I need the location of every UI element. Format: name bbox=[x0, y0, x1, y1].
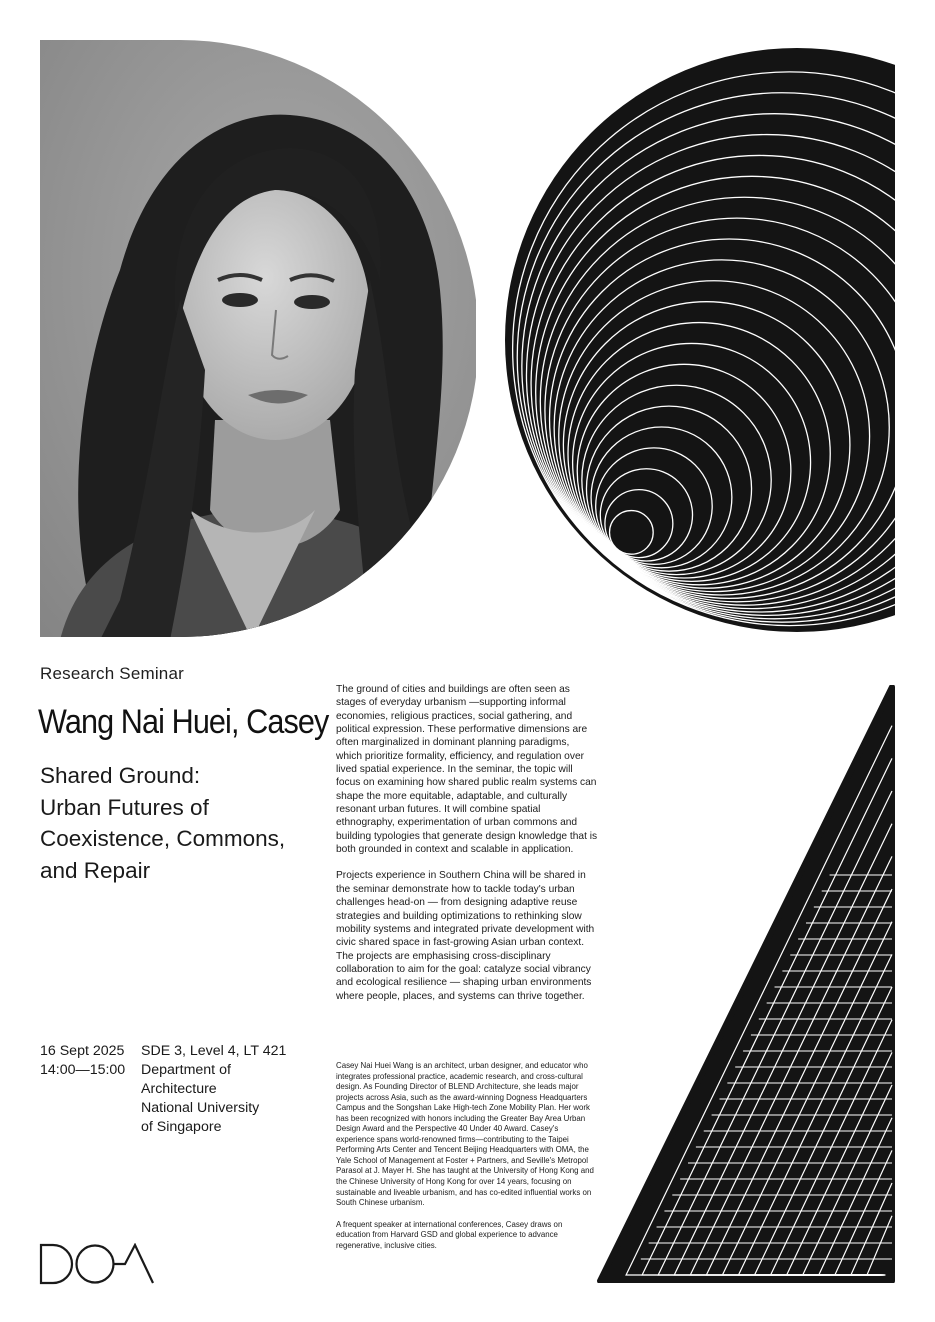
bio-paragraph: Casey Nai Huei Wang is an architect, urban designer, and educator who integrates professional practice, academic research, and cross-cultural design. As Founding Director of BLEND Architecture, she leads major projects across Asia, such as the award-winning Dogness Headquarters Campus and the Songshan Lake High-tech Zone Mobility Plan. Her work has been recognized with honors including the Greater Bay Area Urban Design Award and the Perspective 40 Under 40 Award. Casey's experience spans world-renowned firms—contributing to the Taipei Performing Arts Center and Tencent Beijing Headquarters with OMA, the Yale School of Management at Foster + Partners, and Seville's Metropol Parasol at J. Mayer H. She has taught at the University of Hong Kong and the Chinese University of Hong Kong for over 14 years, focusing on sustainable and liveable urbanism, and has co-edited influential works on South Chinese urbanism. bbox=[336, 1061, 594, 1208]
talk-title bbox=[40, 760, 320, 886]
talk-title-line: Urban Futures of bbox=[40, 794, 209, 820]
venue-line: Architecture bbox=[141, 1081, 217, 1097]
bio-paragraph: A frequent speaker at international conferences, Casey draws on education from Harvard GSD and global experience to advance regenerative, inclusive cities. bbox=[336, 1219, 563, 1250]
event-time: 14:00—15:00 bbox=[40, 1062, 126, 1078]
venue-line: of Singapore bbox=[141, 1119, 222, 1135]
venue-line: SDE 3, Level 4, LT 421 bbox=[141, 1043, 287, 1059]
speaker-portrait bbox=[40, 40, 476, 637]
event-datetime bbox=[40, 1042, 125, 1080]
concentric-circles-graphic bbox=[495, 45, 895, 637]
doa-logo-icon bbox=[39, 1243, 155, 1285]
abstract-paragraph: The ground of cities and buildings are often seen as stages of everyday urbanism —supporting informal economies, religious practices, social gathering, and political expression. These performative dimensions are often marginalized in dominant planning paradigms, which prioritize formality, efficiency, and regulation over lived spatial experience. In the seminar, the topic will focus on examining how shared public realm systems can shape the more equitable, adaptable, and culturally resonant urban futures. It will combine spatial ethnography, experimentation of urban commons and building typologies that generate design knowledge that is both grounded in context and scalable in application. bbox=[336, 684, 598, 856]
venue-line: National University bbox=[141, 1100, 260, 1116]
seminar-kicker: Research Seminar bbox=[40, 664, 184, 683]
abstract-paragraph: Projects experience in Southern China will be shared in the seminar demonstrate how to tackle today's urban challenges head-on — from designing adaptive reuse strategies and building optimizations to rethinking slow mobility systems and integrated private development with civic shared space in fast-growing Asian urban context. The projects are emphasising cross-disciplinary collaboration to aim for the goal: catalyze social vibrancy and ecological resilience — shaping urban environments where people, places, and systems can thrive together. bbox=[336, 870, 595, 1002]
striped-triangle-graphic bbox=[596, 685, 896, 1283]
speaker-bio bbox=[336, 1061, 598, 1262]
speaker-name: Wang Nai Huei, Casey bbox=[38, 703, 329, 741]
talk-title-line: Coexistence, Commons, bbox=[40, 826, 286, 851]
talk-title-line: Shared Ground: bbox=[40, 763, 201, 788]
venue-line: Department of bbox=[141, 1062, 231, 1078]
event-venue bbox=[141, 1042, 286, 1137]
talk-title-line: and Repair bbox=[40, 857, 151, 883]
event-date: 16 Sept 2025 bbox=[40, 1043, 125, 1059]
abstract bbox=[336, 683, 598, 1016]
